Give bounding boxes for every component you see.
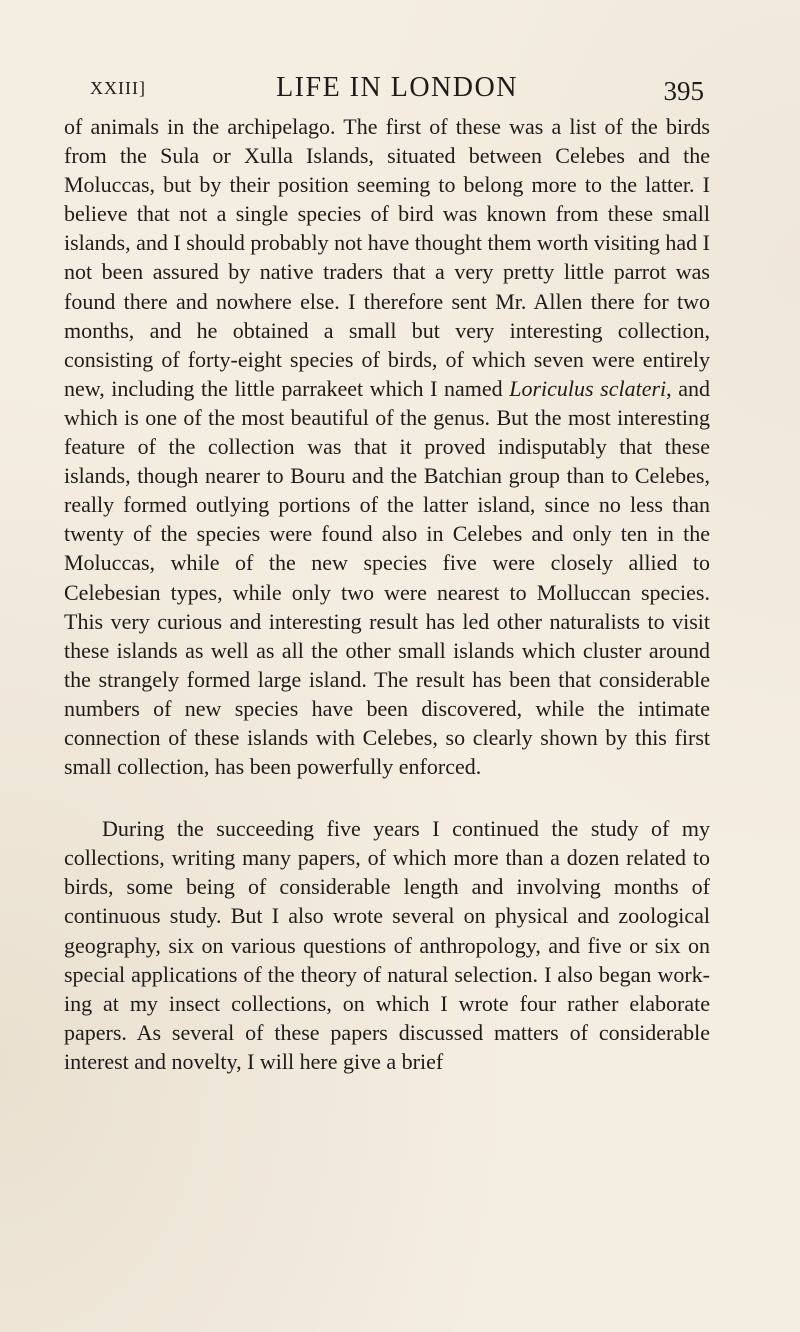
chapter-marker: XXIII] — [90, 78, 146, 98]
page-number: 395 — [663, 76, 704, 106]
paragraph-text: , and which is one of the most beautiful of the genus. But the most interesting feature of the collection was that it proved indisputably that these islands, though nearer to Bouru and the Batchian group than to Celebes, really formed outlying portions of the latter island, since no less than twenty of the species were found also in Celebes and only ten in the Moluccas, while of the new species five were closely allied to Celebesian types, while only two were nearest to Molluccan species. This very curious and interesting result has led other naturalists to visit these islands as well as all the other small islands which cluster around the strangely formed large island. The result has been that considerable numbers of new species have been discovered, while the intimate connection of these islands with Celebes, so clearly shown by this first small collection, has been powerfully enforced. — [64, 375, 711, 780]
running-header — [90, 72, 704, 112]
paragraph — [64, 112, 710, 781]
paragraph-text: of animals in the archipelago. The first of these was a list of the birds from the Sula or Xulla Islands, situated between Celebes and the Moluccas, but by their position seeming to belong more to the latter. I believe that not a single species of bird was known from these small islands, and I should probably not have thought them worth visiting had I not been assured by native traders that a very pretty little parrot was found there and nowhere else. I therefore sent Mr. Allen there for two months, and he obtained a small but very interesting collection, consisting of forty-eight species of birds, of which seven were entirely new, including the little parrakeet which I named — [64, 114, 710, 401]
paragraph: During the succeeding five years I continued the study of my collections, writing many papers, of which more than a dozen related to birds, some being of considerable length and involving months of continuous study. But I also wrote several on physical and zoological geography, six on various questions of anthropology, and five or six on special applications of the theory of natural selection. I also began working at my insect collections, on which I wrote four rather elaborate papers. As several of these papers discussed matters of considerable interest and novelty, I will here give a brief — [64, 816, 710, 1074]
body-text — [64, 112, 710, 1076]
species-name: Loriculus sclateri — [509, 375, 667, 401]
running-title: LIFE IN LONDON — [276, 72, 518, 103]
